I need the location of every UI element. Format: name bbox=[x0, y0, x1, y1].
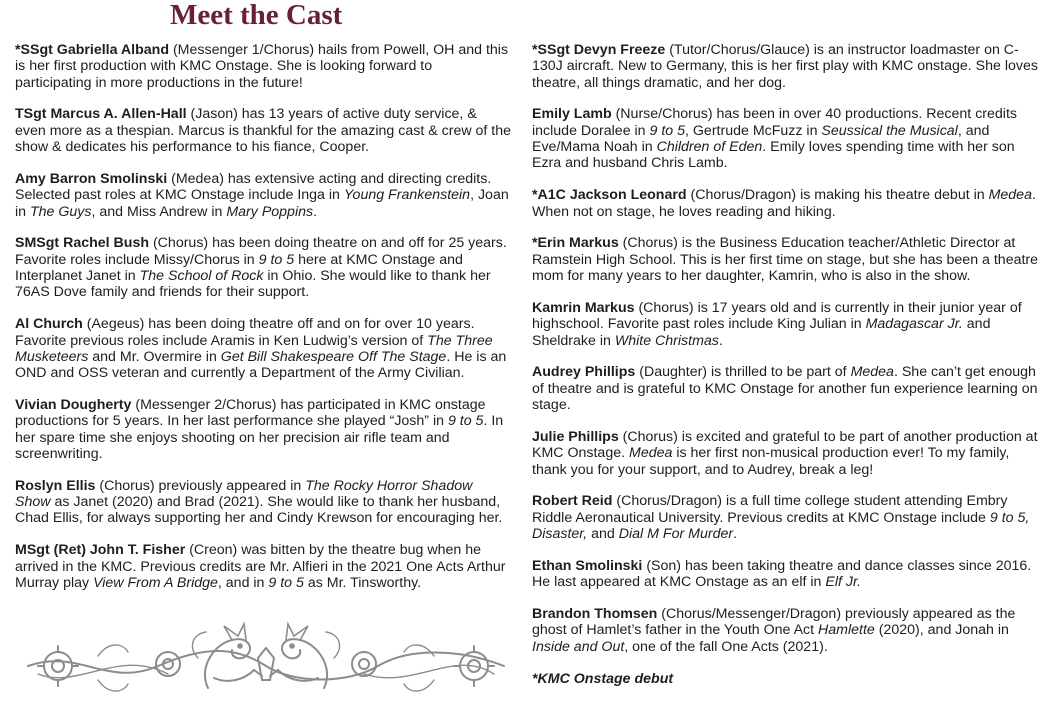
bio-text: (Chorus) previously appeared in bbox=[95, 477, 306, 494]
bio-text: (Son) has been taking theatre and dance classes since 2016. He last appeared at KMC Onstage as an elf in bbox=[532, 557, 1032, 591]
production-title: Medea bbox=[629, 445, 673, 462]
cast-member-name: TSgt Marcus A. Allen-Hall bbox=[15, 106, 187, 123]
cast-bio bbox=[532, 300, 1044, 349]
bio-text: , Gertrude McFuzz in bbox=[685, 122, 822, 139]
bio-text: , and Miss Andrew in bbox=[91, 203, 227, 220]
bio-text: (Chorus) has been doing theatre on and off for 25 years. Favorite roles include Missy/Chorus in bbox=[15, 235, 507, 268]
production-title: Madagascar Jr. bbox=[865, 316, 963, 333]
cast-bio bbox=[532, 42, 1044, 91]
bio-text: , and Eve/Mama Noah in bbox=[532, 122, 990, 156]
cast-member-name: Vivian Dougherty bbox=[15, 397, 132, 414]
cast-member-name: Emily Lamb bbox=[532, 106, 612, 123]
cast-bio bbox=[15, 397, 511, 462]
debut-footnote: *KMC Onstage debut bbox=[532, 670, 674, 687]
bio-text: (Chorus/Dragon) is making his theatre debut in bbox=[686, 187, 989, 204]
production-title: Medea bbox=[988, 187, 1032, 204]
cast-member-name: Ethan Smolinski bbox=[532, 557, 643, 574]
cast-member-name: SMSgt Rachel Bush bbox=[15, 235, 150, 252]
bio-text: , one of the fall One Acts (2021). bbox=[624, 638, 828, 655]
bio-text: (Daughter) is thrilled to be part of bbox=[635, 364, 851, 381]
bio-text: (Messenger 2/Chorus) has participated in KMC onstage productions for 5 years. In her last performance she played “Josh” in bbox=[15, 397, 486, 430]
bio-text: (Chorus) is 17 years old and is currently in their junior year of highschool. Favorite past roles include King Julian in bbox=[532, 299, 1022, 333]
cast-column-left bbox=[15, 42, 511, 607]
cast-bio bbox=[15, 478, 511, 527]
bio-text: . She can’t get enough of theatre and is grateful to KMC Onstage for another fun experience learning on stage. bbox=[532, 364, 1038, 414]
production-title: Dial M For Murder bbox=[618, 525, 734, 542]
cast-bio bbox=[532, 493, 1044, 542]
production-title: 9 to 5, Disaster, bbox=[532, 509, 1030, 542]
cast-bio bbox=[532, 429, 1044, 478]
bio-text: here at KMC Onstage and Interplanet Janet in bbox=[15, 251, 463, 285]
cast-bio bbox=[15, 171, 511, 220]
bio-text: as Mr. Tinsworthy. bbox=[303, 574, 422, 591]
cast-member-name: *Erin Markus bbox=[532, 235, 619, 252]
cast-member-name: Brandon Thomsen bbox=[532, 606, 658, 623]
bio-text: (Aegeus) has been doing theatre off and on for over 10 years. Favorite previous roles include Aramis in Ken Ludwig’s version of bbox=[15, 316, 475, 349]
production-title: The Rocky Horror Shadow Show bbox=[15, 477, 473, 511]
production-title: The School of Rock bbox=[139, 268, 264, 285]
production-title: 9 to 5 bbox=[258, 251, 295, 268]
bio-text: . He is an OND and OSS veteran and currently a Department of the Army Civilian. bbox=[15, 348, 507, 382]
cast-bio bbox=[532, 558, 1044, 591]
production-title: Young Frankenstein bbox=[343, 187, 471, 204]
bio-text: (Medea) has extensive acting and directing credits. Selected past roles at KMC Onstage include Inga in bbox=[15, 170, 492, 204]
cast-member-name: Al Church bbox=[15, 316, 83, 333]
cast-member-name: Amy Barron Smolinski bbox=[15, 170, 168, 187]
production-title: Medea bbox=[850, 364, 894, 381]
bio-text: . bbox=[718, 332, 723, 349]
cast-member-name: Audrey Phillips bbox=[532, 364, 636, 381]
cast-bio bbox=[15, 316, 511, 381]
bio-text: and Sheldrake in bbox=[532, 316, 991, 349]
cast-bio bbox=[15, 235, 511, 300]
cast-member-name: Kamrin Markus bbox=[532, 299, 635, 316]
bio-text: and Mr. Overmire in bbox=[88, 348, 221, 365]
production-title: White Christmas bbox=[614, 332, 719, 349]
bio-text: (Jason) has 13 years of active duty service, & even more as a thespian. Marcus is thankful for the amazing cast & crew of the show & dedicates his performance to his fiance, Cooper. bbox=[15, 106, 512, 156]
cast-member-name: *A1C Jackson Leonard bbox=[532, 187, 687, 204]
cast-bio bbox=[532, 364, 1044, 413]
production-title: Get Bill Shakespeare Off The Stage bbox=[220, 348, 447, 365]
bio-text: (Messenger 1/Chorus) hails from Powell, OH and this is her first production with KMC Onstage. She is looking forward to participating in more productions in the future! bbox=[15, 42, 509, 91]
bio-text: . When not on stage, he loves reading and hiking. bbox=[532, 187, 1036, 220]
dragon-scroll-ornament-icon bbox=[18, 618, 514, 710]
bio-text: (Chorus) is the Business Education teacher/Athletic Director at Ramstein High School. This is her first time on stage, but she has been a theatre mom for many years to her daughter, Kamrin, who is also in the show. bbox=[532, 235, 1039, 285]
bio-text: (2020), and Jonah in bbox=[874, 622, 1009, 639]
production-title: Elf Jr. bbox=[825, 574, 862, 591]
cast-member-name: *SSgt Gabriella Alband bbox=[15, 42, 169, 58]
production-title: View From A Bridge bbox=[93, 574, 218, 591]
production-title: 9 to 5 bbox=[447, 413, 484, 430]
cast-member-name: Roslyn Ellis bbox=[15, 477, 96, 494]
production-title: The Three Musketeers bbox=[15, 332, 493, 365]
production-title: Seussical the Musical bbox=[821, 122, 958, 139]
bio-text: , and in bbox=[217, 574, 269, 591]
bio-text: . In her spare time she enjoys shooting on her precision air rifle team and screenwriting. bbox=[15, 413, 504, 462]
bio-text: (Creon) was bitten by the theatre bug when he arrived in the KMC. Previous credits are Mr. Alfieri in the 2021 One Acts Arthur Murray play bbox=[15, 542, 506, 591]
bio-text: . bbox=[733, 525, 738, 542]
cast-bio bbox=[532, 235, 1044, 284]
cast-column-right bbox=[532, 42, 1044, 687]
cast-bio bbox=[15, 106, 511, 155]
bio-text: is her first non-musical production ever! To my family, thank you for your support, and to Audrey, break a leg! bbox=[532, 445, 1010, 478]
cast-member-name: Robert Reid bbox=[532, 493, 613, 510]
bio-text: and bbox=[587, 525, 619, 542]
bio-text: (Chorus) is excited and grateful to be part of another production at KMC Onstage. bbox=[532, 428, 1038, 462]
bio-text: (Chorus/Messenger/Dragon) previously appeared as the ghost of Hamlet’s father in the Youth One Act bbox=[532, 606, 1016, 639]
bio-text: . bbox=[313, 203, 318, 220]
production-title: 9 to 5 bbox=[268, 574, 304, 591]
cast-member-name: *SSgt Devyn Freeze bbox=[532, 42, 666, 58]
cast-member-name: Julie Phillips bbox=[532, 428, 619, 445]
bio-text: (Nurse/Chorus) has been in over 40 productions. Recent credits include Doralee in bbox=[532, 106, 1017, 139]
cast-member-name: MSgt (Ret) John T. Fisher bbox=[15, 542, 186, 559]
cast-bio bbox=[532, 606, 1044, 655]
bio-text: as Janet (2020) and Brad (2021). She would like to thank her husband, Chad Ellis, for always supporting her and Cindy Krewson for encouraging her. bbox=[15, 494, 503, 527]
bio-text: (Chorus/Dragon) is a full time college student attending Embry Riddle Aeronautical University. Previous credits at KMC Onstage include bbox=[532, 493, 1008, 526]
production-title: 9 to 5 bbox=[649, 122, 686, 139]
bio-text: . Emily loves spending time with her son Ezra and husband Chris Lamb. bbox=[532, 139, 1015, 172]
cast-bio bbox=[15, 42, 511, 91]
cast-bio bbox=[532, 106, 1044, 171]
cast-bio bbox=[532, 187, 1044, 220]
production-title: The Guys bbox=[29, 203, 92, 220]
production-title: Children of Eden bbox=[656, 139, 763, 156]
bio-text: (Tutor/Chorus/Glauce) is an instructor loadmaster on C-130J aircraft. New to Germany, this is her first play with KMC onstage. She loves theatre, all things dramatic, and her dog. bbox=[532, 42, 1038, 91]
production-title: Mary Poppins bbox=[226, 203, 314, 220]
production-title: Inside and Out bbox=[532, 638, 625, 655]
production-title: Hamlette bbox=[818, 622, 875, 639]
page-title: Meet the Cast bbox=[170, 0, 343, 31]
bio-text: , Joan in bbox=[15, 187, 509, 220]
bio-text: in Ohio. She would like to thank her 76AS Dove family and friends for their support. bbox=[15, 268, 491, 301]
cast-bio bbox=[15, 542, 511, 591]
